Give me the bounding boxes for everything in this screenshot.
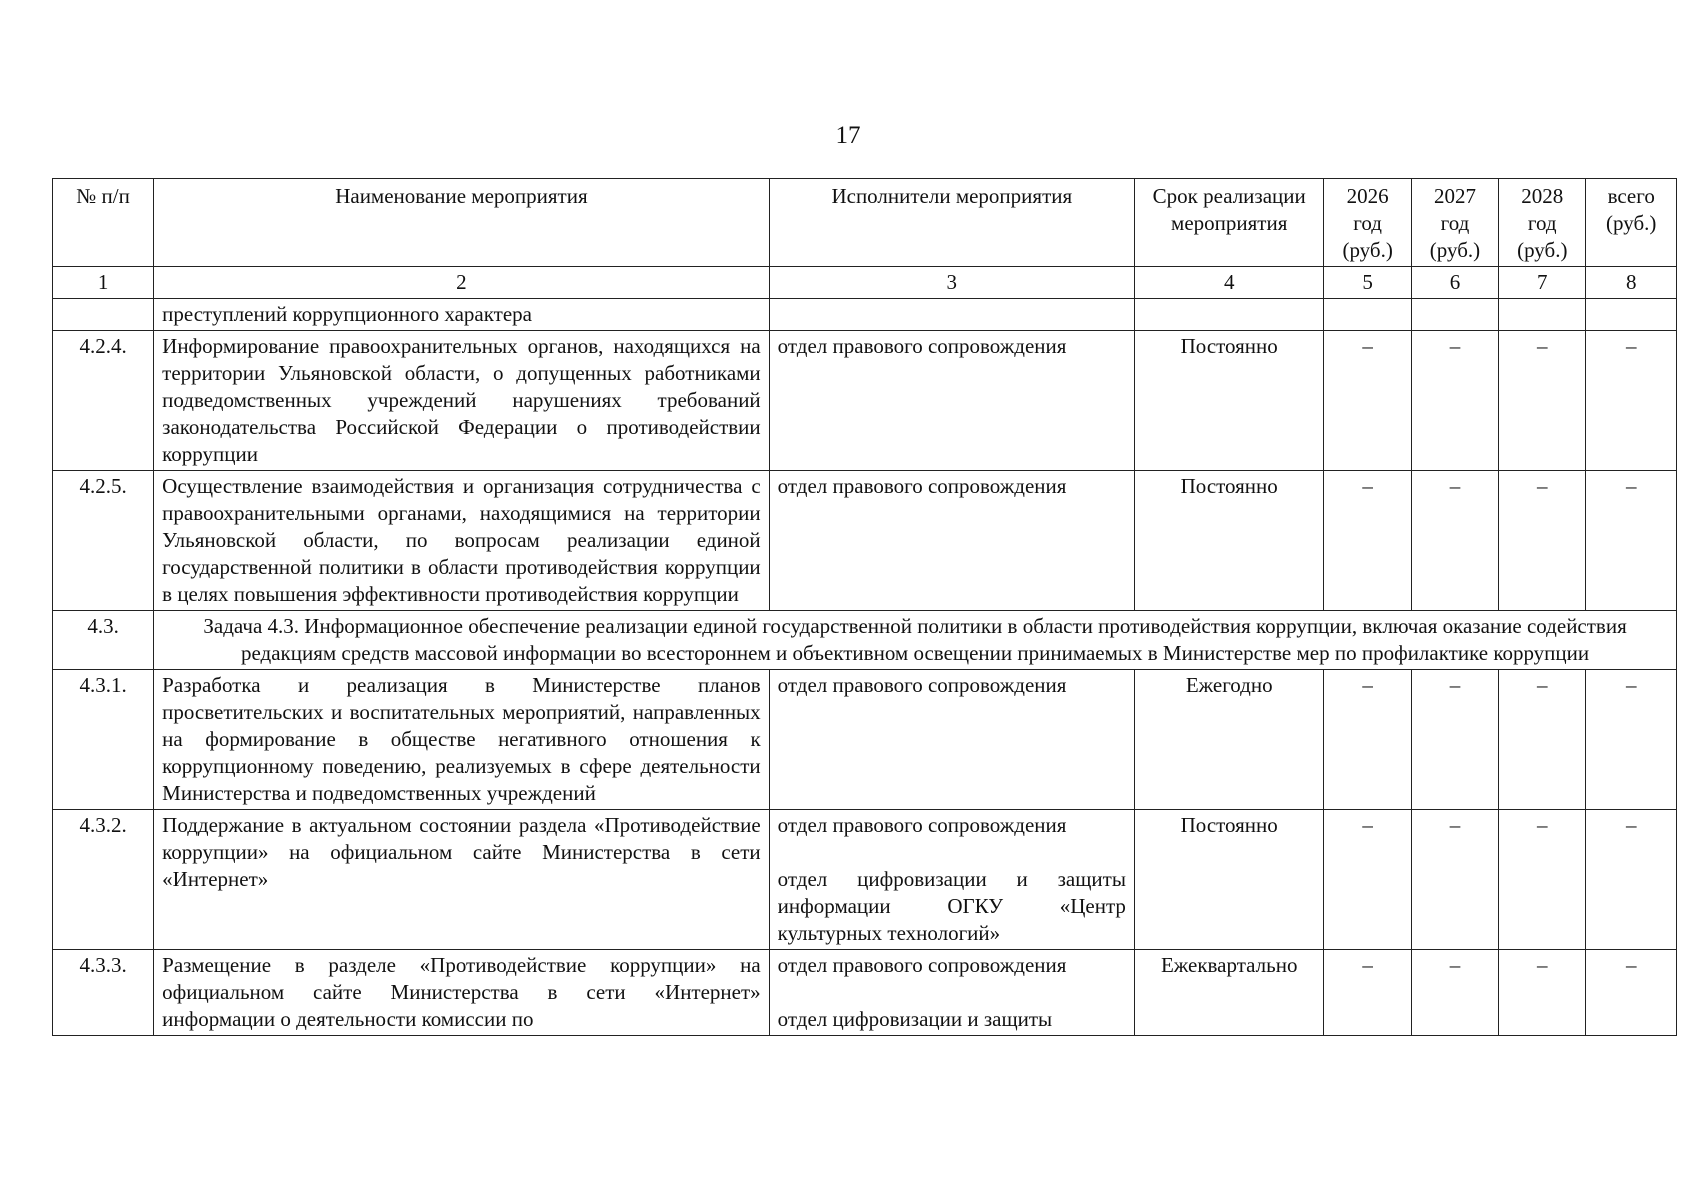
- table-row: [53, 331, 1677, 471]
- amount-2027: –: [1411, 471, 1498, 611]
- column-index: 2: [154, 267, 770, 299]
- amount-2027: –: [1411, 810, 1498, 950]
- executor-name: отдел цифровизации и защиты информации ОГКУ «Центр культурных технологий»: [777, 867, 1126, 945]
- amount-2028: –: [1499, 950, 1586, 1036]
- executor-name: отдел правового сопровождения: [777, 953, 1067, 977]
- amount-total: –: [1586, 670, 1677, 810]
- header-term: Срок реализации мероприятия: [1134, 179, 1324, 267]
- term: Ежегодно: [1134, 670, 1324, 810]
- table-row: [53, 950, 1677, 1036]
- term: Постоянно: [1134, 471, 1324, 611]
- row-number: 4.3.1.: [53, 670, 154, 810]
- executor: [769, 950, 1134, 1036]
- column-index-row: [53, 267, 1677, 299]
- amount-2026: –: [1324, 810, 1411, 950]
- row-number: 4.3.3.: [53, 950, 154, 1036]
- executor-name: отдел правового сопровождения: [777, 673, 1067, 697]
- continuation-text: преступлений коррупционного характера: [154, 299, 770, 331]
- row-number: 4.2.4.: [53, 331, 154, 471]
- amount-total: –: [1586, 810, 1677, 950]
- amount-2028: –: [1499, 471, 1586, 611]
- continuation-row: [53, 299, 1677, 331]
- column-index: 3: [769, 267, 1134, 299]
- amount-2028: –: [1499, 670, 1586, 810]
- column-index: 4: [1134, 267, 1324, 299]
- task-row: [53, 611, 1677, 670]
- row-number: 4.3.2.: [53, 810, 154, 950]
- column-index: 5: [1324, 267, 1411, 299]
- header-num: № п/п: [53, 179, 154, 267]
- task-number: 4.3.: [53, 611, 154, 670]
- amount-2028: –: [1499, 810, 1586, 950]
- amount-total: –: [1586, 471, 1677, 611]
- measure-name: Поддержание в актуальном состоянии раздела «Противодействие коррупции» на официальном сайте Министерства в сети «Интернет»: [154, 810, 770, 950]
- page-number: 17: [835, 122, 861, 149]
- executor-name: отдел правового сопровождения: [777, 474, 1067, 498]
- table-row: [53, 471, 1677, 611]
- executor: [769, 670, 1134, 810]
- measure-name: Размещение в разделе «Противодействие коррупции» на официальном сайте Министерства в сети «Интернет» информации о деятельности комиссии по: [154, 950, 770, 1036]
- term: Постоянно: [1134, 810, 1324, 950]
- column-index: 8: [1586, 267, 1677, 299]
- term: Постоянно: [1134, 331, 1324, 471]
- amount-2027: –: [1411, 670, 1498, 810]
- column-index: 6: [1411, 267, 1498, 299]
- task-text: Задача 4.3. Информационное обеспечение реализации единой государственной политики в области противодействия коррупции, включая оказание содействия редакциям средств массовой информации во всестороннем и объективном освещении принимаемых в Министерстве мер по профилактике коррупции: [154, 611, 1677, 670]
- header-2027: 2027 год (руб.): [1411, 179, 1498, 267]
- term: Ежеквартально: [1134, 950, 1324, 1036]
- measure-name: Разработка и реализация в Министерстве планов просветительских и воспитательных мероприятий, направленных на формирование в обществе негативного отношения к коррупционному поведению, реализуемых в сфере деятельности Министерства и подведомственных учреждений: [154, 670, 770, 810]
- header-2028: 2028 год (руб.): [1499, 179, 1586, 267]
- table-row: [53, 810, 1677, 950]
- header-name: Наименование мероприятия: [154, 179, 770, 267]
- header-row: [53, 179, 1677, 267]
- executor-name: отдел правового сопровождения: [777, 334, 1067, 358]
- amount-2028: –: [1499, 331, 1586, 471]
- header-executors: Исполнители мероприятия: [769, 179, 1134, 267]
- header-2026: 2026 год (руб.): [1324, 179, 1411, 267]
- measure-name: Информирование правоохранительных органов, находящихся на территории Ульяновской области, о допущенных работниками подведомственных учреждений нарушениях требований законодательства Российской Федерации о противодействии коррупции: [154, 331, 770, 471]
- column-index: 1: [53, 267, 154, 299]
- amount-2026: –: [1324, 950, 1411, 1036]
- amount-total: –: [1586, 950, 1677, 1036]
- row-number: 4.2.5.: [53, 471, 154, 611]
- amount-2026: –: [1324, 471, 1411, 611]
- measures-table: [52, 178, 1677, 1036]
- column-index: 7: [1499, 267, 1586, 299]
- amount-total: –: [1586, 331, 1677, 471]
- executor-name: отдел цифровизации и защиты: [777, 1007, 1053, 1031]
- header-total: всего (руб.): [1586, 179, 1677, 267]
- executor: [769, 810, 1134, 950]
- executor-name: отдел правового сопровождения: [777, 813, 1067, 837]
- amount-2027: –: [1411, 331, 1498, 471]
- table-row: [53, 670, 1677, 810]
- executor: [769, 331, 1134, 471]
- measure-name: Осуществление взаимодействия и организация сотрудничества с правоохранительными органами, находящимися на территории Ульяновской области, по вопросам реализации единой государственной политики в области противодействия коррупции в целях повышения эффективности противодействия коррупции: [154, 471, 770, 611]
- amount-2026: –: [1324, 670, 1411, 810]
- amount-2027: –: [1411, 950, 1498, 1036]
- executor: [769, 471, 1134, 611]
- amount-2026: –: [1324, 331, 1411, 471]
